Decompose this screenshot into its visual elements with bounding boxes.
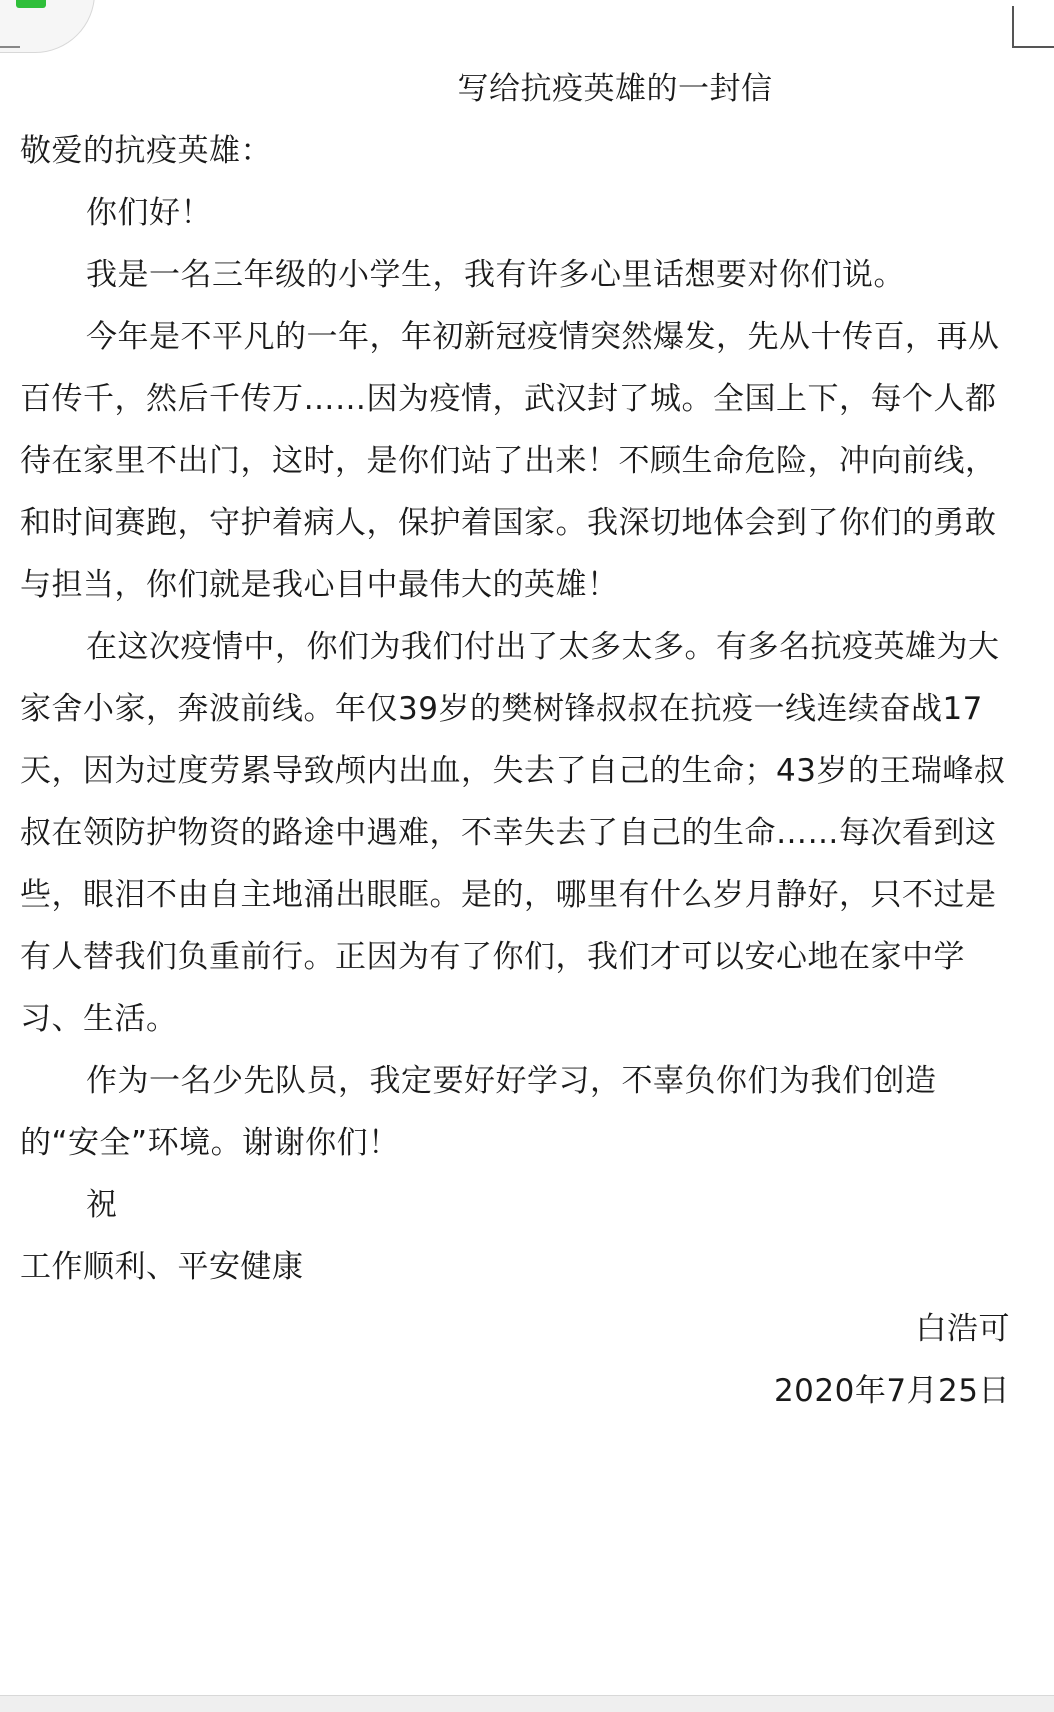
salutation: 敬爱的抗疫英雄： <box>20 133 272 169</box>
bottom-scroll-bar[interactable] <box>0 1695 1054 1712</box>
page-corner-mark <box>1012 6 1054 48</box>
letter-document <box>20 58 1010 1422</box>
paragraph-4: 作为一名少先队员，我定要好好学习，不辜负你们为我们创造的“安全”环境。谢谢你们！ <box>20 1063 937 1161</box>
app-status-indicator <box>16 0 46 8</box>
paragraph-1: 我是一名三年级的小学生，我有许多心里话想要对你们说。 <box>86 257 905 293</box>
greeting: 你们好！ <box>86 195 212 231</box>
signature: 白浩可 <box>915 1311 1010 1347</box>
paragraph-3: 在这次疫情中，你们为我们付出了太多太多。有多名抗疫英雄为大家舍小家，奔波前线。年仅39岁的樊树锋叔叔在抗疫一线连续奋战17天，因为过度劳累导致颅内出血，失去了自己的生命；43岁的王瑞峰叔叔在领防护物资的路途中遇难，不幸失去了自己的生命……每次看到这些，眼泪不由自主地涌出眼眶。是的，哪里有什么岁月静好，只不过是有人替我们负重前行。正因为有了你们，我们才可以安心地在家中学习、生活。 <box>20 629 1006 1037</box>
letter-title: 写给抗疫英雄的一封信 <box>457 71 773 107</box>
letter-date: 2020年7月25日 <box>773 1373 1010 1409</box>
paragraph-2: 今年是不平凡的一年，年初新冠疫情突然爆发，先从十传百，再从百传千，然后千传万……因为疫情，武汉封了城。全国上下，每个人都待在家里不出门，这时，是你们站了出来！不顾生命危险，冲向前线，和时间赛跑，守护着病人，保护着国家。我深切地体会到了你们的勇敢与担当，你们就是我心目中最伟大的英雄！ <box>20 319 1000 603</box>
closing-wish: 祝 <box>86 1187 118 1223</box>
closing-line: 工作顺利、平安健康 <box>20 1249 304 1285</box>
corner-divider <box>0 46 20 48</box>
